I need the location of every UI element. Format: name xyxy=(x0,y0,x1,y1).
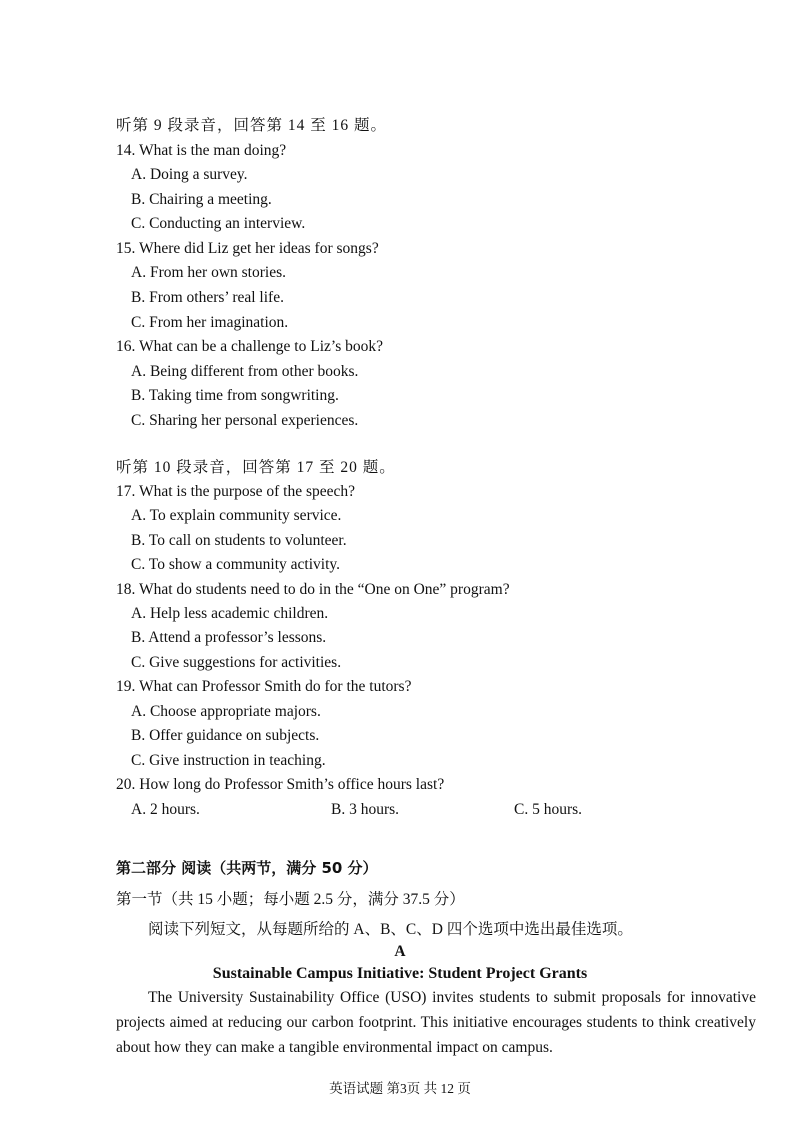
section10-heading: 听第 10 段录音，回答第 17 至 20 题。 xyxy=(116,459,396,476)
q17-option-a: A. To explain community service. xyxy=(131,507,342,524)
q16-option-c: C. Sharing her personal experiences. xyxy=(131,412,359,429)
question-20: 20. How long do Professor Smith’s office hours last? xyxy=(116,776,445,793)
question-18: 18. What do students need to do in the “One on One” program? xyxy=(116,581,510,598)
q17-option-c: C. To show a community activity. xyxy=(131,556,341,573)
q14-option-a: A. Doing a survey. xyxy=(131,166,248,183)
q18-option-a: A. Help less academic children. xyxy=(131,605,329,622)
q14-option-b: B. Chairing a meeting. xyxy=(131,191,272,208)
q16-option-b: B. Taking time from songwriting. xyxy=(131,387,339,404)
passage-paragraph xyxy=(116,985,756,1060)
question-14: 14. What is the man doing? xyxy=(116,142,287,159)
q14-option-c: C. Conducting an interview. xyxy=(131,215,306,232)
q19-option-b: B. Offer guidance on subjects. xyxy=(131,727,320,744)
question-15: 15. Where did Liz get her ideas for songs? xyxy=(116,240,379,257)
passage-title: Sustainable Campus Initiative: Student Project Grants xyxy=(212,965,588,982)
q19-option-c: C. Give instruction in teaching. xyxy=(131,752,326,769)
q18-option-c: C. Give suggestions for activities. xyxy=(131,654,342,671)
question-19: 19. What can Professor Smith do for the tutors? xyxy=(116,678,412,695)
part2-title: 第二部分 阅读（共两节，满分 50 分） xyxy=(116,859,378,877)
section9-heading: 听第 9 段录音，回答第 14 至 16 题。 xyxy=(116,117,388,134)
q17-option-b: B. To call on students to volunteer. xyxy=(131,532,347,549)
passage-letter: A xyxy=(394,943,406,960)
section1-heading: 第一节（共 15 小题；每小题 2.5 分，满分 37.5 分） xyxy=(116,891,465,908)
q20-option-b: B. 3 hours. xyxy=(331,801,400,818)
q20-option-a: A. 2 hours. xyxy=(131,801,200,818)
q15-option-a: A. From her own stories. xyxy=(131,264,286,281)
q20-option-c: C. 5 hours. xyxy=(514,801,583,818)
q15-option-c: C. From her imagination. xyxy=(131,314,289,331)
q18-option-b: B. Attend a professor’s lessons. xyxy=(131,629,327,646)
reading-instruction: 阅读下列短文，从每题所给的 A、B、C、D 四个选项中选出最佳选项。 xyxy=(148,921,633,938)
q19-option-a: A. Choose appropriate majors. xyxy=(131,703,321,720)
q15-option-b: B. From others’ real life. xyxy=(131,289,284,306)
q16-option-a: A. Being different from other books. xyxy=(131,363,359,380)
question-16: 16. What can be a challenge to Liz’s book? xyxy=(116,338,383,355)
passage-text: The University Sustainability Office (USO) invites students to submit proposals for innovative projects aimed at reducing our carbon footprint. This initiative encourages students to think creatively about how they can make a tangible environmental impact on campus. xyxy=(116,989,756,1056)
question-17: 17. What is the purpose of the speech? xyxy=(116,483,356,500)
page-footer: 英语试题 第3页 共 12 页 xyxy=(329,1081,471,1096)
